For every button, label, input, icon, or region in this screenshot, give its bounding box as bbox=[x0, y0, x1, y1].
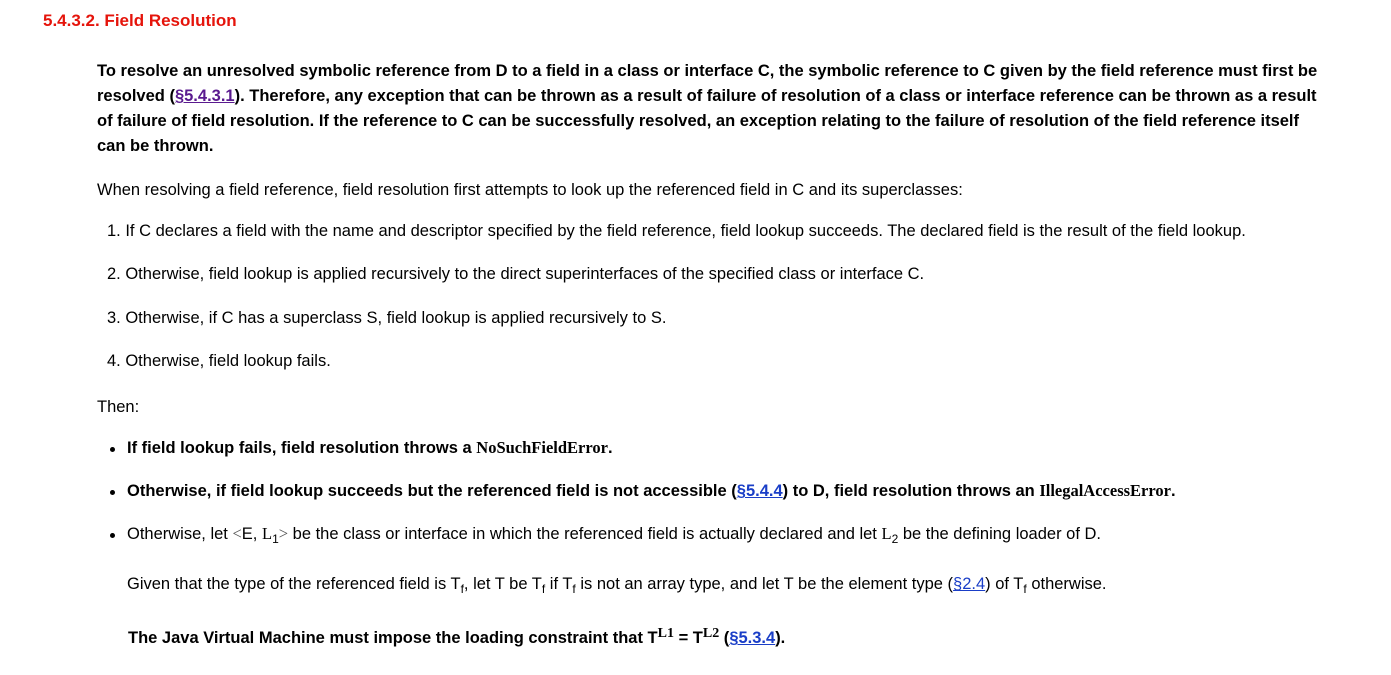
intro-paragraph bbox=[97, 59, 1327, 159]
nosuchfielderror-code: NoSuchFieldError bbox=[476, 438, 608, 457]
lookup-step-3: 3. Otherwise, if C has a superclass S, field lookup is applied recursively to S. bbox=[107, 309, 667, 327]
given-c: if T bbox=[545, 575, 573, 593]
tf-sub: f bbox=[541, 582, 546, 596]
constraint-c: ). bbox=[775, 629, 786, 647]
link-5-4-4[interactable]: §5.4.4 bbox=[736, 482, 783, 500]
constraint-eq: = T bbox=[673, 629, 703, 647]
tf-sub: f bbox=[460, 582, 464, 596]
bullet1-text: If field lookup fails, field resolution throws a bbox=[127, 439, 477, 457]
given-a: Given that the type of the referenced field is T bbox=[127, 575, 461, 593]
type-paragraph bbox=[127, 572, 1107, 597]
sup-n: 1 bbox=[666, 626, 674, 641]
lookup-step-2: 2. Otherwise, field lookup is applied recursively to the direct superinterfaces of the specified class or interface C. bbox=[107, 265, 925, 283]
loader-l1: L bbox=[261, 524, 273, 543]
lookup-step-4: 4. Otherwise, field lookup fails. bbox=[107, 352, 331, 370]
intro-text-1: To resolve an unresolved symbolic reference from D to a field in a class or interface C, the symbolic reference to C given by the field reference must first be resolved ( bbox=[97, 62, 1318, 105]
bullet3-c: be the class or interface in which the referenced field is actually declared and let bbox=[288, 525, 882, 543]
constraint-paragraph bbox=[128, 626, 785, 651]
given-b: , let T be T bbox=[463, 575, 542, 593]
angle-open: < bbox=[232, 524, 242, 543]
angle-close: > bbox=[278, 524, 289, 543]
bullet-text bbox=[127, 438, 613, 458]
loader-l2-sub: 2 bbox=[891, 532, 899, 546]
bullet2-mid: ) to D, field resolution throws an bbox=[782, 482, 1040, 500]
bullet3-d: be the defining loader of D. bbox=[898, 525, 1101, 543]
tf-sub: f bbox=[572, 582, 576, 596]
bullet2-text: Otherwise, if field lookup succeeds but the referenced field is not accessible ( bbox=[127, 482, 737, 500]
bullet-dot bbox=[110, 490, 115, 495]
tl1-sup bbox=[658, 624, 674, 640]
bullet1-end: . bbox=[607, 439, 613, 457]
given-end: otherwise. bbox=[1026, 575, 1107, 593]
sup-l: L bbox=[702, 626, 713, 641]
link-5-4-3-1[interactable]: §5.4.3.1 bbox=[174, 87, 235, 105]
bullet3-b: E, bbox=[241, 525, 262, 543]
link-5-3-4[interactable]: §5.3.4 bbox=[729, 629, 776, 647]
constraint-a: The Java Virtual Machine must impose the loading constraint that T bbox=[128, 629, 658, 647]
bullet-dot bbox=[110, 447, 115, 452]
bullet-text bbox=[127, 481, 1176, 501]
intro-text-2: ). Therefore, any exception that can be thrown as a result of failure of resolution of a class or interface reference can be thrown as a result of failure of field resolution. If the reference to C can be successfully resolved, an exception relating to the failure of resolution of the field reference itself can be thrown. bbox=[97, 87, 1317, 155]
section-heading: 5.4.3.2. Field Resolution bbox=[43, 11, 237, 30]
tf-sub: f bbox=[1023, 582, 1027, 596]
loader-l2: L bbox=[881, 524, 892, 543]
bullet-dot bbox=[110, 533, 115, 538]
link-2-4[interactable]: §2.4 bbox=[953, 575, 986, 593]
then-label: Then: bbox=[97, 398, 140, 416]
lookup-intro: When resolving a field reference, field resolution first attempts to look up the referenced field in C and its superclasses: bbox=[97, 181, 963, 199]
bullet3-a: Otherwise, let bbox=[127, 525, 233, 543]
illegalaccesserror-code: IllegalAccessError bbox=[1039, 481, 1171, 500]
tl2-sup bbox=[703, 624, 719, 640]
given-e: ) of T bbox=[985, 575, 1024, 593]
sup-n: 2 bbox=[712, 626, 720, 641]
loader-l1-sub: 1 bbox=[272, 532, 279, 546]
sup-l: L bbox=[657, 626, 667, 641]
lookup-step-1: 1. If C declares a field with the name and descriptor specified by the field reference, field lookup succeeds. The declared field is the result of the field lookup. bbox=[107, 222, 1246, 240]
bullet-text bbox=[127, 524, 1101, 544]
given-d: is not an array type, and let T be the element type ( bbox=[575, 575, 954, 593]
constraint-b: ( bbox=[719, 629, 730, 647]
bullet2-end: . bbox=[1170, 482, 1176, 500]
